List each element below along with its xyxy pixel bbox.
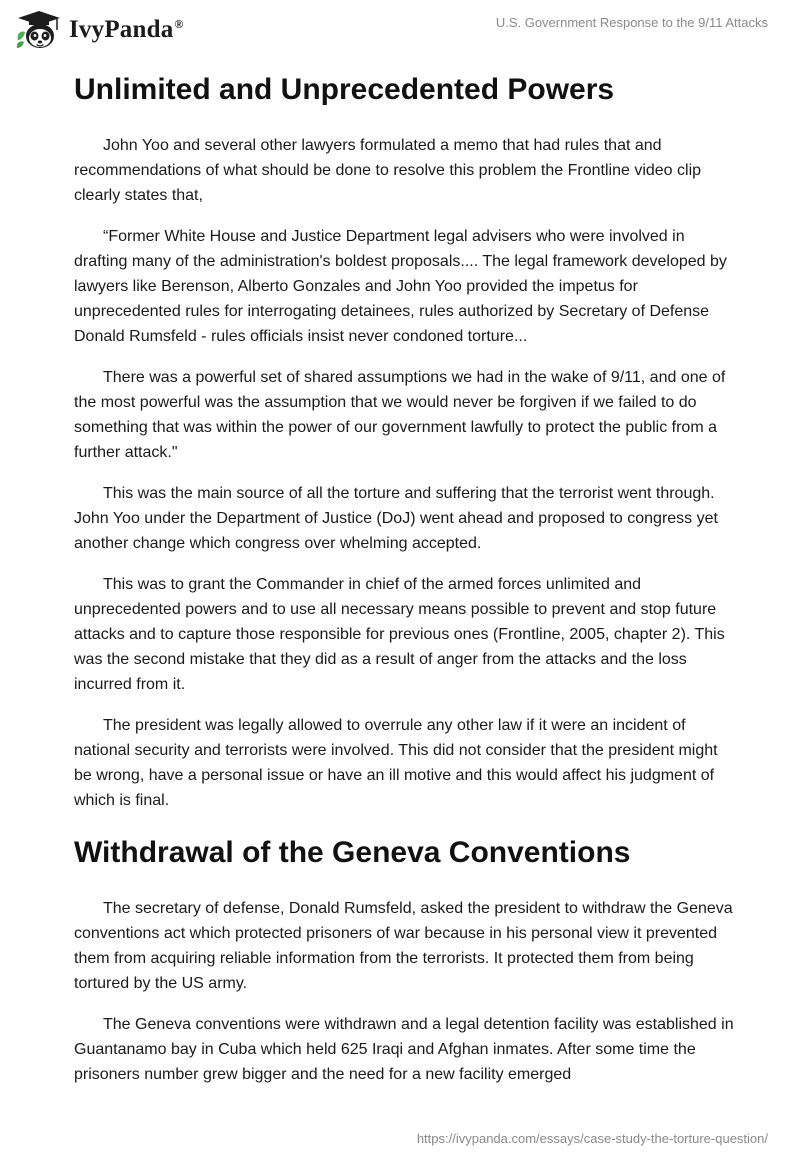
page-header	[0, 0, 800, 62]
document-title: U.S. Government Response to the 9/11 Attacks	[495, 15, 768, 30]
paragraph: This was to grant the Commander in chief of the armed forces unlimited and unprecedented powers and to use all necessary means possible to prevent and stop future attacks and to capture those responsible for previous ones (Frontline, 2005, chapter 2). This was the second mistake that they did as a result of anger from the attacks and the loss incurred from it.	[74, 576, 725, 693]
section-heading: Unlimited and Unprecedented Powers	[74, 73, 615, 106]
paragraph: The Geneva conventions were withdrawn and a legal detention facility was established in Guantanamo bay in Cuba which held 625 Iraqi and Afghan inmates. After some time the prisoners number grew bigger and the need for a new facility emerged	[74, 1016, 734, 1083]
panda-graduate-icon	[15, 10, 63, 50]
paragraph: This was the main source of all the torture and suffering that the terrorist went through. John Yoo under the Department of Justice (DoJ) went ahead and proposed to congress yet another change which congress over whelming accepted.	[74, 485, 718, 552]
paragraph: There was a powerful set of shared assumptions we had in the wake of 9/11, and one of the most powerful was the assumption that we would never be forgiven if we failed to do something that was within the power of our government lawfully to protect the public from a further attack."	[74, 369, 726, 461]
paragraph: The president was legally allowed to overrule any other law if it were an incident of national security and terrorists were involved. This did not consider that the president might be wrong, have a personal issue or have an ill motive and this would affect his judgment of which is final.	[74, 717, 718, 809]
paragraph: The secretary of defense, Donald Rumsfeld, asked the president to withdraw the Geneva conventions act which protected prisoners of war because in his personal view it prevented them from acquiring reliable information from the terrorists. It protected them from being tortured by the US army.	[74, 900, 733, 992]
source-url-link[interactable]: https://ivypanda.com/essays/case-study-the-torture-question/	[416, 1131, 768, 1146]
paragraph: “Former White House and Justice Department legal advisers who were involved in drafting many of the administration's boldest proposals.... The legal framework developed by lawyers like Berenson, Alberto Gonzales and John Yoo provided the impetus for unprecedented rules for interrogating detainees, rules authorized by Secretary of Defense Donald Rumsfeld - rules officials insist never condoned torture...	[74, 228, 727, 345]
essay-content	[74, 66, 734, 1103]
ivypanda-logo[interactable]	[15, 10, 184, 50]
section-heading: Withdrawal of the Geneva Conventions	[74, 836, 631, 869]
paragraph: John Yoo and several other lawyers formulated a memo that had rules that and recommendations of what should be done to resolve this problem the Frontline video clip clearly states that,	[74, 137, 702, 204]
brand-name: IvyPanda®	[69, 16, 184, 43]
